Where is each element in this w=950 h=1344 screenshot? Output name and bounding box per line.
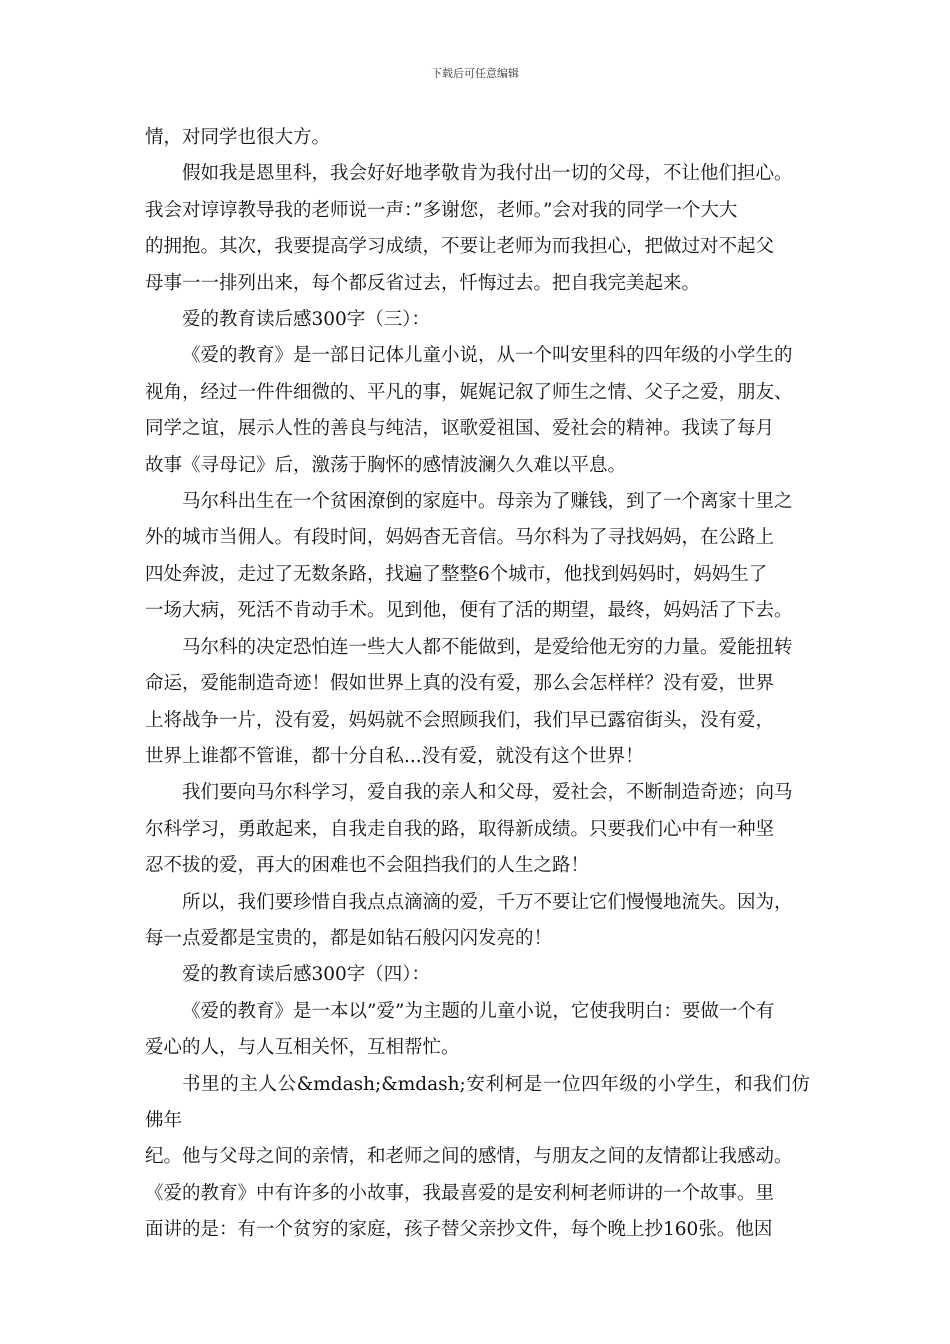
text-line: 尔科学习，勇敢起来，自我走自我的路，取得新成绩。只要我们心中有一种坚 [145,818,775,840]
text-line: 纪。他与父母之间的亲情，和老师之间的感情，与朋友之间的友情都让我感动。 [145,1146,793,1168]
text-line: 忍不拔的爱，再大的困难也不会阻挡我们的人生之路！ [145,855,590,877]
text-line: 外的城市当佣人。有段时间，妈妈杳无音信。马尔科为了寻找妈妈，在公路上 [145,527,775,549]
text-line: 情，对同学也很大方。 [145,127,331,148]
text-line: 母事一一排列出来，每个都反省过去，忏悔过去。把自我完美起来。 [145,272,701,294]
text-line: 每一点爱都是宝贵的，都是如钻石般闪闪发亮的！ [145,927,553,949]
text-line: 上将战争一片，没有爱，妈妈就不会照顾我们，我们早已露宿街头，没有爱， [145,709,775,731]
text-line: 世界上谁都不管谁，都十分自私...没有爱，就没有这个世界！ [145,745,644,767]
text-line: 同学之谊，展示人性的善良与纯洁，讴歌爱祖国、爱社会的精神。我读了每月 [145,418,775,440]
text-line: 命运，爱能制造奇迹！假如世界上真的没有爱，那么会怎样样？没有爱，世界 [145,673,775,695]
text-line: 四处奔波，走过了无数条路，找遍了整整6个城市，他找到妈妈时，妈妈生了 [145,563,768,585]
text-line: 假如我是恩里科，我会好好地孝敬肯为我付出一切的父母，不让他们担心。 [182,163,793,185]
text-line: 故事《寻母记》后，激荡于胸怀的感情波澜久久难以平息。 [145,454,627,476]
text-line: 《爱的教育》是一本以”爱”为主题的儿童小说，它使我明白：要做一个有 [182,1000,775,1022]
text-line: 的拥抱。其次，我要提高学习成绩，不要让老师为而我担心，把做过对不起父 [145,236,775,258]
section-heading: 爱的教育读后感300字（三）： [182,309,431,331]
text-line: 马尔科的决定恐怕连一些大人都不能做到，是爱给他无穷的力量。爱能扭转 [182,636,793,658]
text-line: 视角，经过一件件细微的、平凡的事，娓娓记叙了师生之情、父子之爱，朋友、 [145,381,793,403]
text-line: 我会对谆谆教导我的老师说一声：”多谢您，老师。”会对我的同学一个大大 [145,199,738,221]
document-body [145,120,810,1249]
text-line: 一场大病，死活不肯动手术。见到他，便有了活的期望，最终，妈妈活了下去。 [145,600,793,622]
text-line: 所以，我们要珍惜自我点点滴滴的爱，千万不要让它们慢慢地流失。因为， [182,891,793,913]
text-line: 我们要向马尔科学习，爱自我的亲人和父母，爱社会，不断制造奇迹；向马 [182,782,793,804]
text-line: 面讲的是：有一个贫穷的家庭，孩子替父亲抄文件，每个晚上抄160张。他因 [145,1219,773,1241]
text-line: 《爱的教育》是一部日记体儿童小说，从一个叫安里科的四年级的小学生的 [182,345,793,367]
page-header: 下载后可任意编辑 [431,67,519,80]
text-line: 书里的主人公&mdash;&mdash;安利柯是一位四年级的小学生，和我们仿佛年 [145,1073,810,1131]
text-line: 马尔科出生在一个贫困潦倒的家庭中。母亲为了赚钱，到了一个离家十里之 [182,491,793,513]
text-line: 爱心的人，与人互相关怀，互相帮忙。 [145,1037,460,1059]
section-heading: 爱的教育读后感300字（四）： [182,964,431,986]
text-line: 《爱的教育》中有许多的小故事，我最喜爱的是安利柯老师讲的一个故事。里 [145,1182,775,1204]
